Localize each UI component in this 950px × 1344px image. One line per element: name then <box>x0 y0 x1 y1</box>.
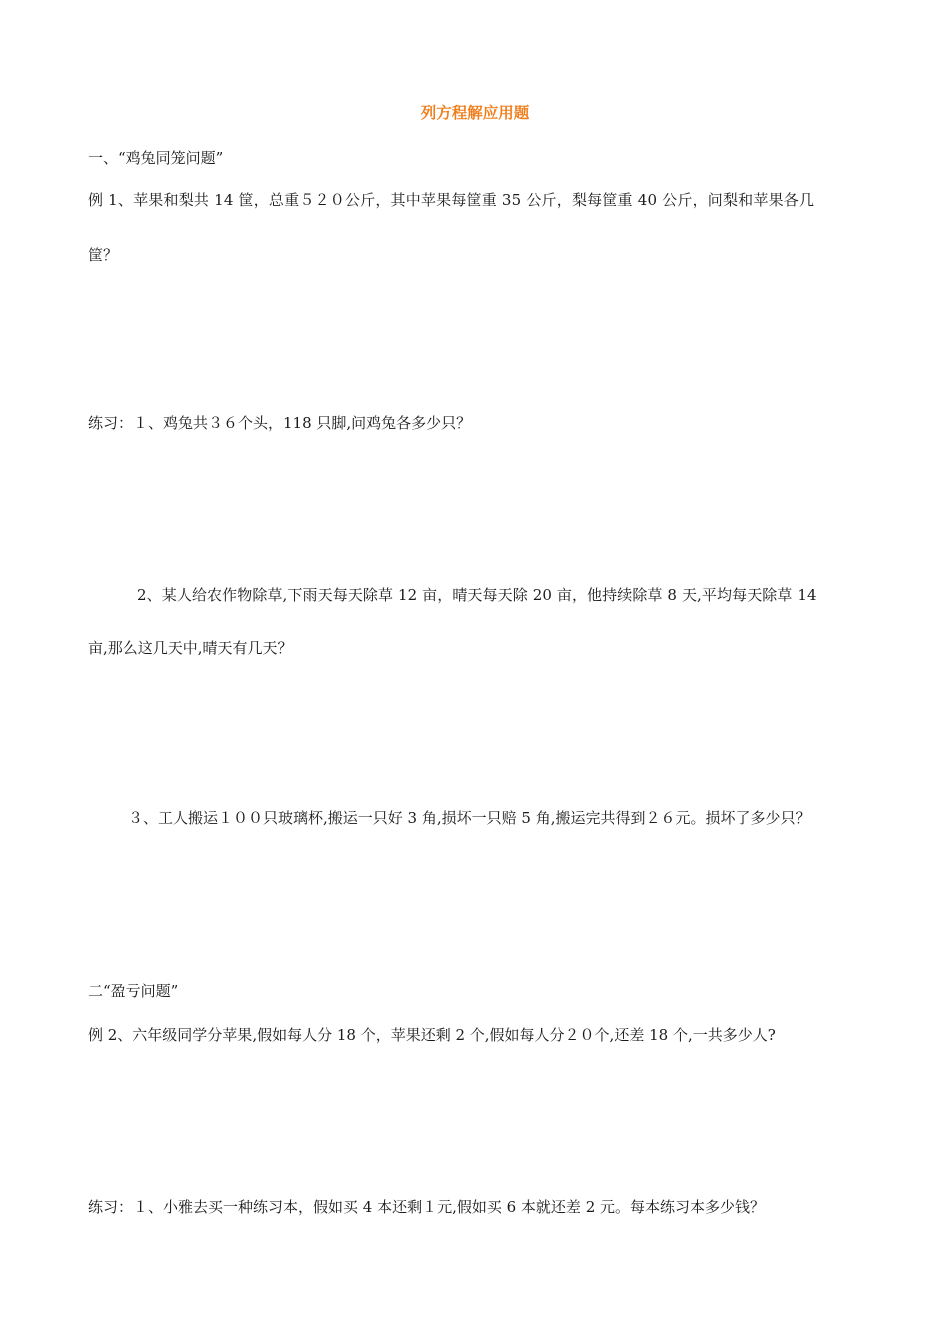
practice-1-1: 练习：１、鸡兔共３６个头，118 只脚,问鸡兔各多少只？ <box>88 414 472 432</box>
section-heading-chicken-rabbit: 一、“鸡兔同笼问题” <box>88 149 224 167</box>
example-1-line-1: 例 1、苹果和梨共 14 筐，总重５２０公斤，其中苹果每筐重 35 公斤，梨每筐重 40 公斤，问梨和苹果各几 <box>88 191 815 209</box>
example-2: 例 2、六年级同学分苹果,假如每人分 18 个，苹果还剩 2 个,假如每人分２０个,还差 18 个,一共多少人? <box>88 1026 776 1044</box>
practice-1-3: ３、工人搬运１００只玻璃杯,搬运一只好 3 角,损坏一只赔 5 角,搬运完共得到２６元。损坏了多少只？ <box>128 809 811 827</box>
practice-1-2-line-2: 亩,那么这几天中,晴天有几天？ <box>88 639 293 657</box>
document-title: 列方程解应用题 <box>420 104 530 122</box>
section-heading-surplus-deficit: 二“盈亏问题” <box>88 982 179 1000</box>
example-1-line-2: 筐？ <box>88 246 119 264</box>
practice-1-2-line-1: 2、某人给农作物除草,下雨天每天除草 12 亩，晴天每天除 20 亩，他持续除草 8 天,平均每天除草 14 <box>137 586 817 604</box>
practice-2-1: 练习：１、小雅去买一种练习本，假如买 4 本还剩１元,假如买 6 本就还差 2 元。每本练习本多少钱？ <box>88 1198 766 1216</box>
